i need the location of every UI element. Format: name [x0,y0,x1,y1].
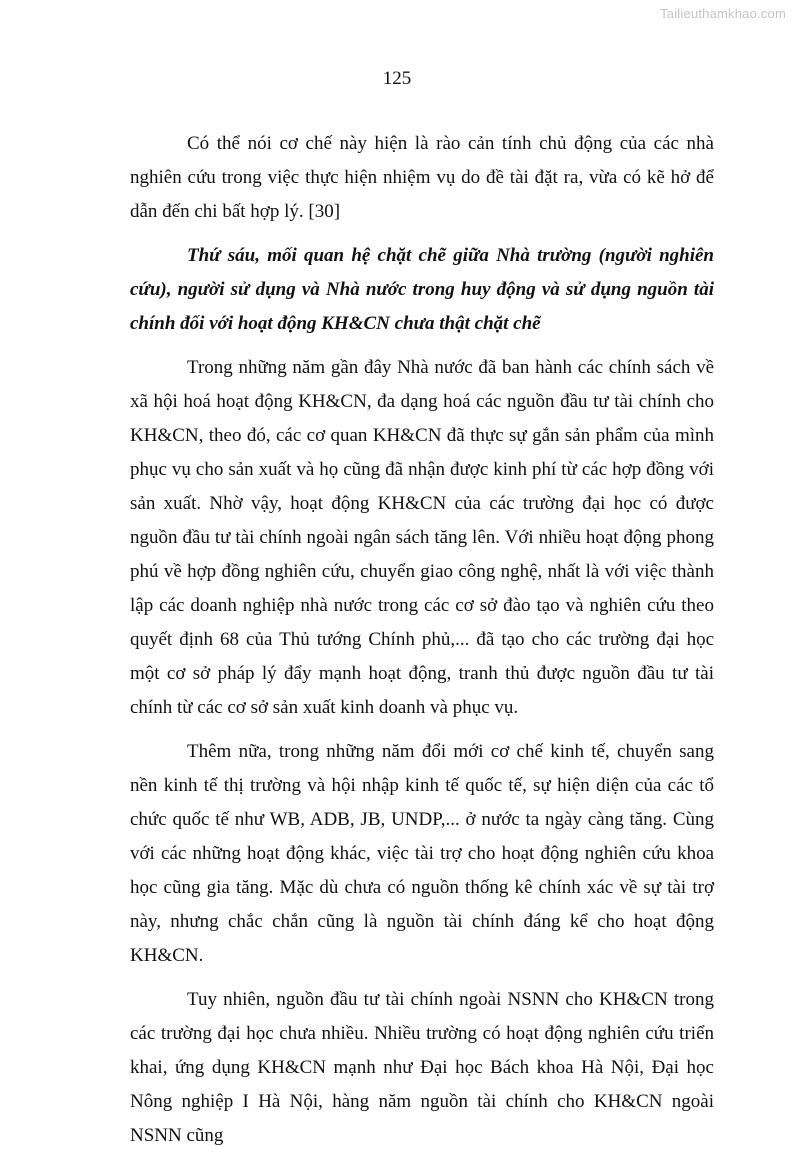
paragraph-1: Có thể nói cơ chế này hiện là rào cản tính chủ động của các nhà nghiên cứu trong việc thực hiện nhiệm vụ do đề tài đặt ra, vừa có kẽ hở để dẫn đến chi bất hợp lý. [30] [130,133,714,222]
page-number: 125 [382,68,412,89]
section-heading: Thứ sáu, mối quan hệ chặt chẽ giữa Nhà trường (người nghiên cứu), người sử dụng và Nhà nước trong huy động và sử dụng nguồn tài chính đối với hoạt động KH&CN chưa thật chặt chẽ [130,245,714,334]
paragraph-3: Thêm nữa, trong những năm đổi mới cơ chế kinh tế, chuyển sang nền kinh tế thị trường và hội nhập kinh tế quốc tế, sự hiện diện của các tổ chức quốc tế như WB, ADB, JB, UNDP,... ở nước ta ngày càng tăng. Cùng với các những hoạt động khác, việc tài trợ cho hoạt động nghiên cứu khoa học cũng gia tăng. Mặc dù chưa có nguồn thống kê chính xác về sự tài trợ này, nhưng chắc chắn cũng là nguồn tài chính đáng kể cho hoạt động KH&CN. [130,741,714,966]
paragraph-2: Trong những năm gần đây Nhà nước đã ban hành các chính sách về xã hội hoá hoạt động KH&CN, đa dạng hoá các nguồn đầu tư tài chính cho KH&CN, theo đó, các cơ quan KH&CN đã thực sự gắn sản phẩm của mình phục vụ cho sản xuất và họ cũng đã nhận được kinh phí từ các hợp đồng với sản xuất. Nhờ vậy, hoạt động KH&CN của các trường đại học có được nguồn đầu tư tài chính ngoài ngân sách tăng lên. Với nhiều hoạt động phong phú về hợp đồng nghiên cứu, chuyển giao công nghệ, nhất là với việc thành lập các doanh nghiệp nhà nước trong các cơ sở đào tạo và nghiên cứu theo quyết định 68 của Thủ tướng Chính phủ,... đã tạo cho các trường đại học một cơ sở pháp lý đẩy mạnh hoạt động, tranh thủ được nguồn đầu tư tài chính từ các cơ sở sản xuất kinh doanh và phục vụ. [130,357,714,718]
document-body [130,127,714,1163]
watermark: Tailieuthamkhao.com [660,6,786,21]
paragraph-4: Tuy nhiên, nguồn đầu tư tài chính ngoài NSNN cho KH&CN trong các trường đại học chưa nhiều. Nhiều trường có hoạt động nghiên cứu triển khai, ứng dụng KH&CN mạnh như Đại học Bách khoa Hà Nội, Đại học Nông nghiệp I Hà Nội, hàng năm nguồn tài chính cho KH&CN ngoài NSNN cũng [130,989,714,1146]
